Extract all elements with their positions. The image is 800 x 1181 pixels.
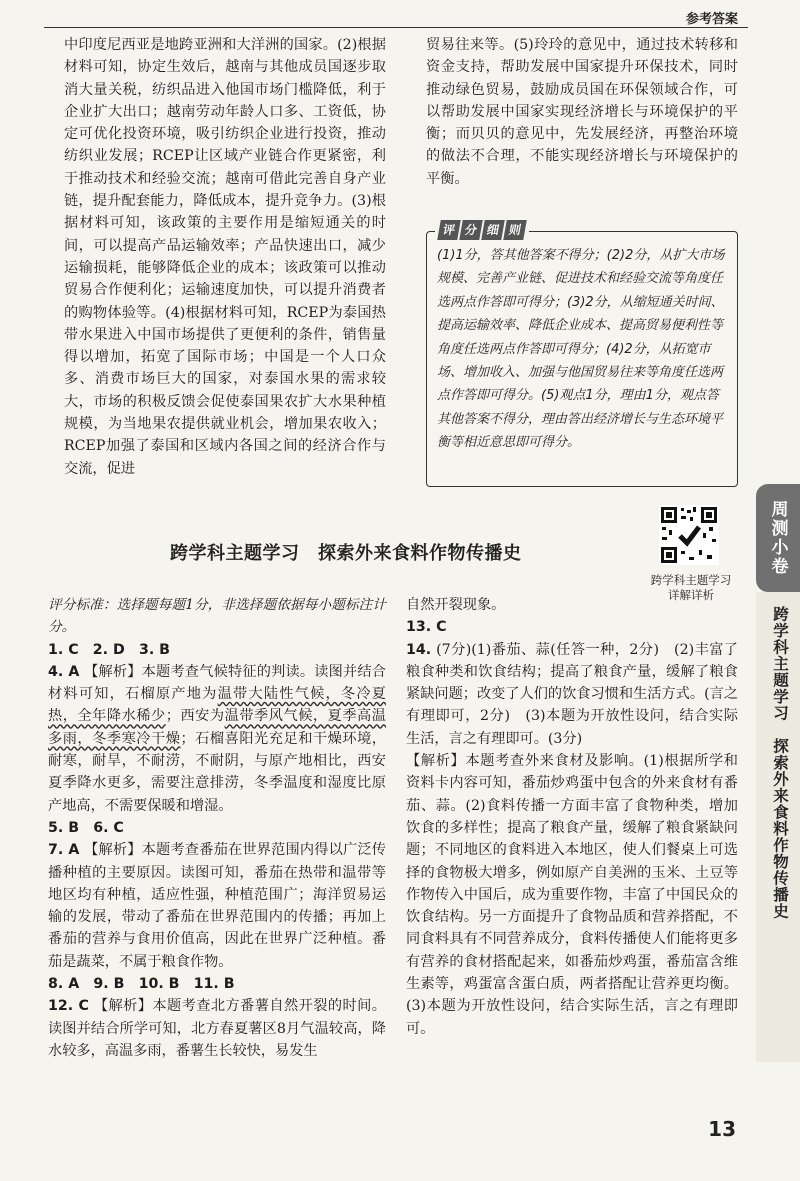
qr-caption-line-1: 跨学科主题学习 (650, 573, 732, 587)
answer-12 (48, 995, 386, 1062)
answer-14 (406, 639, 738, 750)
scoring-details-tag (435, 220, 529, 240)
scoring-details-text: (1)1分，答其他答案不得分；(2)2分，从扩大市场规模、完善产业链、促进技术和经验交流等角度任选两点作答即可得分；(3)2分，从缩短通关时间、提高运输效率、降低企业成本、提高贸易便利性等角度任选两点作答即可得分；(4)2分，从拓宽市场、增加收入、加强与他国贸易往来等角度任选两点作答即可得分。(5)观点1分，理由1分，观点答其他答案不得分，理由答出经济增长与生态环境平衡等相近意思即可得分。 (437, 248, 725, 451)
answer-12-body: 【解析】本题考查北方番薯自然开裂的时间。读图并结合所学可知，北方春夏薯区8月气温较高，降水较多，高温多雨，番薯生长较快，易发生 (48, 998, 386, 1059)
answer-4-number: 4. A (48, 663, 80, 680)
answer-7-number: 7. A (48, 842, 80, 859)
top-right-column (426, 34, 738, 190)
side-tab-label: 周测小卷 (767, 500, 788, 576)
header-label: 参考答案 (685, 12, 738, 27)
answers-5-6: 5. B 6. C (48, 819, 124, 836)
answer-12-number: 12. C (48, 998, 89, 1015)
answer-4-underline-2: 温带季风气候，夏季高温多雨，冬季寒冷干燥 (48, 708, 386, 747)
qr-caption-line-2: 详解详析 (668, 588, 714, 602)
side-vertical-title: 跨学科主题学习 探索外来食料作物传播史 (771, 606, 789, 920)
answer-4-tail: ；石榴喜阳光充足和干燥环境，耐寒，耐旱，不耐涝，不耐阴，与原产地相比，西安夏季降水更多，需要注意排涝，冬季温度和湿度比原产地高，不需要保暖和增湿。 (48, 730, 386, 814)
answer-14-body: (7分)(1)番茄、蒜(任答一种，2分) (2)丰富了粮食种类和饮食结构；提高了粮食产量，缓解了粮食紧缺问题；改变了人们的饮食习惯和生活方式。(言之有理即可，2分) (3)本题为开放性设问，结合实际生活，言之有理即可。(3分) (406, 641, 738, 747)
answer-4-mid: ；西安为 (165, 708, 225, 725)
answer-4 (48, 661, 386, 817)
answer-13: 13. C (406, 619, 447, 636)
scoring-details-box (426, 223, 738, 487)
page-number: 13 (708, 1117, 736, 1141)
qr-code-icon[interactable] (659, 505, 719, 565)
top-left-column (64, 34, 386, 480)
answer-7 (48, 839, 386, 973)
top-right-paragraph: 贸易往来等。(5)玲玲的意见中，通过技术转移和资金支持，帮助发展中国家提升环保技术，同时推动绿色贸易，鼓励成员国在环保领域合作，可以帮助发展中国家实现经济增长与环境保护的平衡；而贝贝的意见中，先发展经济，再整治环境的做法不合理，不能实现经济增长与环境保护的平衡。 (426, 37, 738, 187)
answers-8-11: 8. A 9. B 10. B 11. B (48, 976, 235, 993)
answer-4-head: 【解析】本题考查气候特征的判读。读图并结合材料可知，石榴原产地为 (48, 663, 386, 703)
answer-12-continued: 自然开裂现象。 (406, 597, 506, 613)
bottom-right-column (406, 594, 738, 1040)
section-title: 跨学科主题学习 探索外来食料作物传播史 (170, 543, 522, 564)
scoring-tag-char-1: 评 (437, 220, 461, 240)
header-rule (44, 27, 748, 28)
scoring-tag-char-4: 则 (503, 220, 527, 240)
answer-14-number: 14. (406, 641, 432, 658)
answer-7-body: 【解析】本题考查番茄在世界范围内得以广泛传播种植的主要原因。读图可知，番茄在热带和温带等地区均有种植，适应性强，种植范围广；海洋贸易运输的发展，带动了番茄在世界范围内的传播；再加上番茄的营养与食用价值高，因此在世界广泛种植。番茄是蔬菜，不属于粮食作物。 (48, 842, 386, 970)
grading-standard: 评分标准：选择题每题1分，非选择题依据每小题标注计分。 (48, 597, 386, 636)
answer-4-underline-1: 温带大陆性气候，冬冷夏热，全年降水稀少 (48, 686, 386, 725)
scoring-tag-char-2: 分 (459, 220, 483, 240)
top-left-paragraph: 中印度尼西亚是地跨亚洲和大洋洲的国家。(2)根据材料可知，协定生效后，越南与其他成员国逐步取消大量关税，纺织品进入他国市场门槛降低，利于企业扩大出口；越南劳动年龄人口多、工资低，协定可优化投资环境，吸引纺织企业进行投资，推动纺织业发展；RCEP让区域产业链合作更紧密，利于推动技术和经验交流；越南可借此完善自身产业链，提升配套能力，降低成本，提升竞争力。(3)根据材料可知，该政策的主要作用是缩短通关的时间，可以提高产品运输效率；产品快速出口，减少运输损耗，能够降低企业的成本；该政策可以推动贸易合作便利化；运输速度加快，可以提升消费者的购物体验等。(4)根据材料可知，RCEP为泰国热带水果进入中国市场提供了更便利的条件，销售量得以增加，拓宽了国际市场；中国是一个人口众多、消费市场巨大的国家，对泰国水果的需求较大，市场的积极反馈会促使泰国果农扩大水果种植规模，为当地果农提供就业机会，增加果农收入；RCEP加强了泰国和区域内各国之间的经济合作与交流，促进 (64, 37, 386, 477)
scoring-tag-char-3: 细 (481, 220, 505, 240)
answers-1-3: 1. C 2. D 3. B (48, 641, 170, 658)
answer-14-analysis: 【解析】本题考查外来食材及影响。(1)根据所学和资料卡内容可知，番茄炒鸡蛋中包含的外来食材有番茄、蒜。(2)食料传播一方面丰富了食物种类，增加饮食的多样性；提高了粮食产量，缓解了粮食紧缺问题；不同地区的食料进入本地区，使人们餐桌上可选择的食物极大增多，例如原产自美洲的玉米、土豆等作物传入中国后，成为重要作物，丰富了中国民众的饮食结构。另一方面提升了食物品质和营养搭配，不同食料具有不同营养成分，食料传播使人们能将更多有营养的食材搭配起来，如番茄炒鸡蛋，番茄富含维生素等，鸡蛋富含蛋白质，两者搭配让营养更均衡。(3)本题为开放性设问，结合实际生活，言之有理即可。 (406, 753, 738, 1037)
side-tab-weekly-test (756, 484, 800, 592)
bottom-left-column (48, 594, 386, 1062)
